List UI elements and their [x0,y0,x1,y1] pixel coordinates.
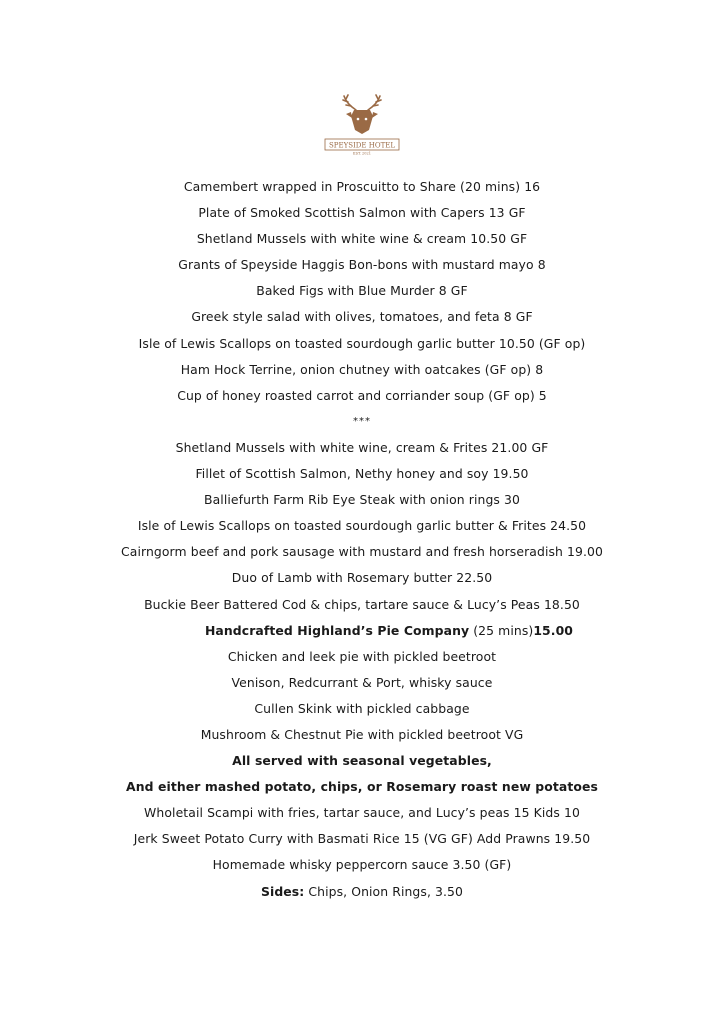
menu-item: Ham Hock Terrine, onion chutney with oatcakes (GF op) 8 [180,361,544,377]
sides-text: Chips, Onion Rings, 3.50 [304,883,464,899]
menu-item: Greek style salad with olives, tomatoes, and feta 8 GF [191,309,533,325]
section-separator: *** [353,415,371,427]
menu-item: Isle of Lewis Scallops on toasted sourdough garlic butter & Frites 24.50 [137,518,587,534]
menu-item: Camembert wrapped in Proscuitto to Share (20 mins) 16 [183,179,541,194]
menu-item: Wholetail Scampi with fries, tartar sauce, and Lucy’s peas 15 Kids 10 [144,805,580,821]
served-note: And either mashed potato, chips, or Rosemary roast new potatoes [126,779,598,795]
menu-list [0,174,724,905]
pie-item: Cullen Skink with pickled cabbage [254,700,470,716]
menu-item: Shetland Mussels with white wine & cream 10.50 GF [196,231,528,247]
pie-section-time: (25 mins) [469,622,534,638]
menu-item: Fillet of Scottish Salmon, Nethy honey and soy 19.50 [195,466,529,482]
menu-item: Duo of Lamb with Rosemary butter 22.50 [231,570,493,586]
hotel-established: EST. 2021 [353,151,371,156]
menu-item: Buckie Beer Battered Cod & chips, tartare sauce & Lucy’s Peas 18.50 [144,596,580,612]
menu-item: Balliefurth Farm Rib Eye Steak with onion rings 30 [204,492,520,508]
sides-line [0,879,724,905]
served-note: All served with seasonal vegetables, [232,753,492,769]
pie-section-price: 15.00 [533,622,574,638]
menu-item: Plate of Smoked Scottish Salmon with Capers 13 GF [198,205,526,221]
sides-label: Sides: [260,883,305,899]
pie-item: Venison, Redcurrant & Port, whisky sauce [231,674,493,690]
menu-item: Homemade whisky peppercorn sauce 3.50 (GF) [212,857,512,873]
pie-item: Mushroom & Chestnut Pie with pickled beetroot VG [200,726,524,742]
menu-item: Isle of Lewis Scallops on toasted sourdough garlic butter 10.50 (GF op) [138,335,586,351]
pie-section-title: Handcrafted Highland’s Pie Company [204,622,470,638]
hotel-name: SPEYSIDE HOTEL [328,141,396,150]
menu-item: Cup of honey roasted carrot and corriander soup (GF op) 5 [177,387,547,403]
menu-item: Grants of Speyside Haggis Bon-bons with mustard mayo 8 [178,257,546,273]
menu-item: Cairngorm beef and pork sausage with mustard and fresh horseradish 19.00 [121,544,603,560]
menu-item: Jerk Sweet Potato Curry with Basmati Rice 15 (VG GF) Add Prawns 19.50 [133,831,591,847]
menu-item: Baked Figs with Blue Murder 8 GF [256,283,468,299]
hotel-logo [322,94,402,156]
menu-item: Shetland Mussels with white wine, cream & Frites 21.00 GF [175,439,549,455]
pie-item: Chicken and leek pie with pickled beetroot [227,648,497,664]
pie-section-heading [0,618,724,644]
